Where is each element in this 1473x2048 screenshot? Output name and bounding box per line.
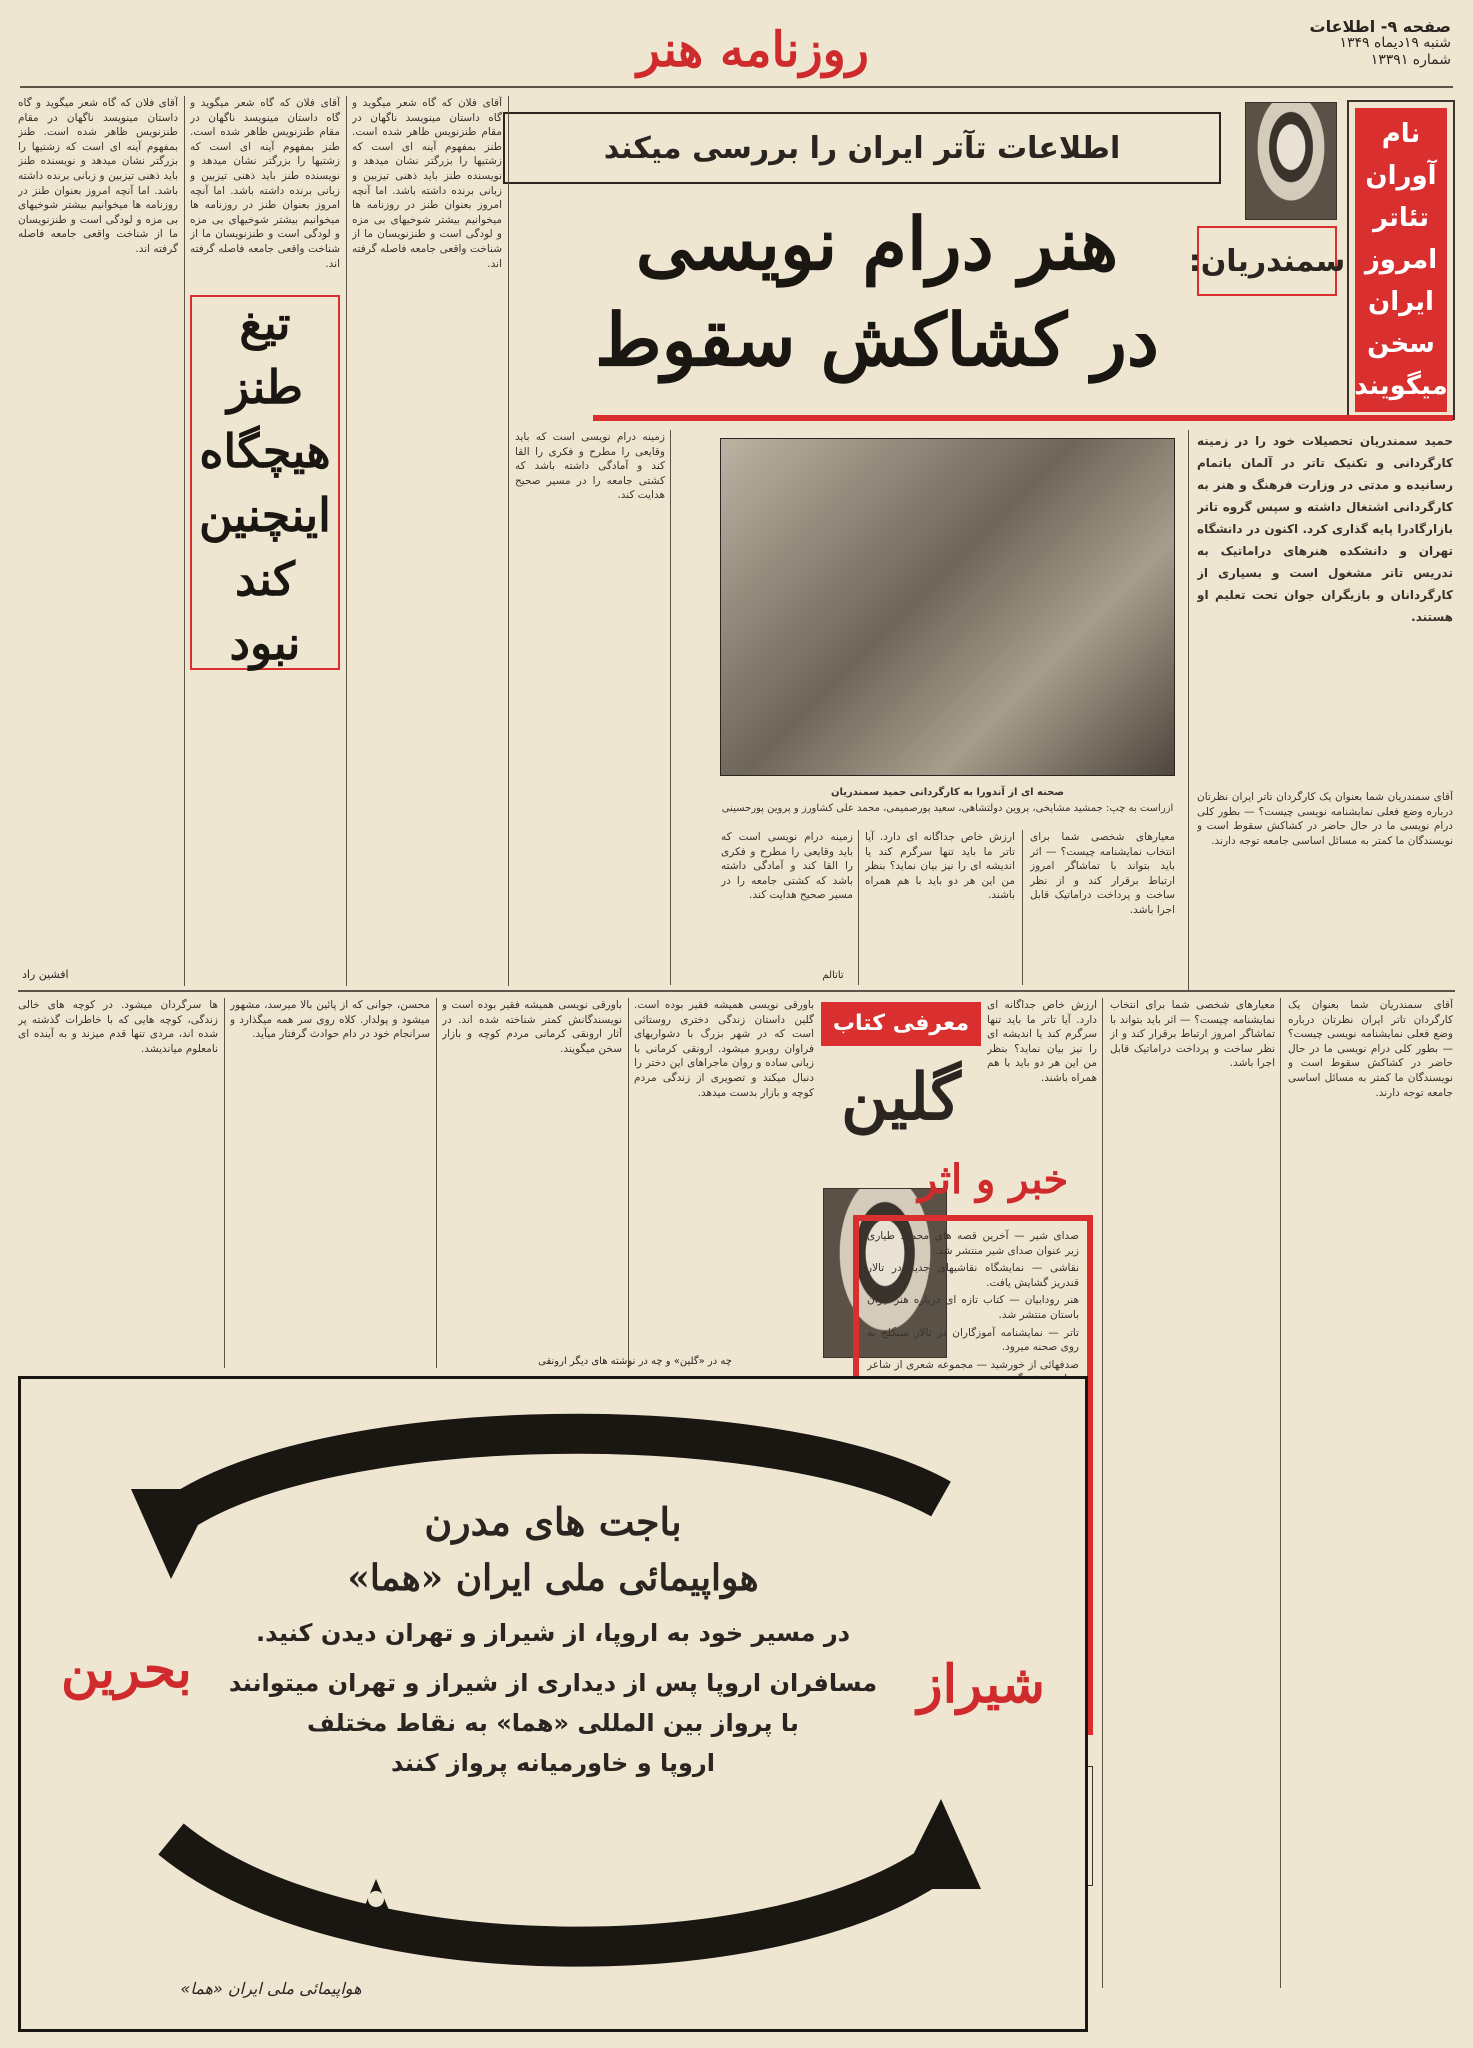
news-item: نقاشی — نمایشگاه نقاشیهای جدید در تالار قندریز گشایش یافت. xyxy=(867,1262,1079,1289)
ad-line-1: در مسیر خود به اروپا، از شیراز و تهران دیدن کنید. xyxy=(255,1619,851,1647)
kicker-box xyxy=(503,112,1221,184)
ad-arrow-head-right xyxy=(896,1799,981,1889)
ad-line-4: اروپا و خاورمیانه پرواز کنند xyxy=(391,1749,715,1777)
lead-headline xyxy=(577,196,1177,388)
divider xyxy=(1022,830,1023,985)
satire-headline: تیغ طنز هیچگاه اینچنین کند نبود xyxy=(199,295,331,670)
news-item: صدای شیر — آخرین قصه های محمود طیاری زیر عنوان صدای شیر منتشر شد. xyxy=(867,1230,1079,1257)
kicker-text: اطلاعات تآتر ایران را بررسی میکند xyxy=(603,130,1121,166)
side-box-title: نام آوران تئاتر امروز ایران سخن میگویند xyxy=(1354,119,1448,401)
lead-footer-label: تاتالم xyxy=(822,970,844,981)
lower-col-3: باورقی نویسی همیشه فقیر بوده است و نویسندگانش کمتر شناخته شده اند. در آثار ارونقی کرمانی مردم کوچه و بازار سخن میگویند. xyxy=(442,999,622,1055)
divider xyxy=(1280,998,1281,1988)
photo-credits: ازراست به چپ: جمشید مشایخی، پروین دولتشاهی، سعید پورصمیمی، محمد علی کشاورز و پروین پورحسینی xyxy=(721,803,1174,814)
ad-line-3: با پرواز بین المللی «هما» به نقاط مختلف xyxy=(307,1709,799,1737)
homa-logo-icon xyxy=(341,1869,411,1949)
satire-signature: افشین راد xyxy=(22,968,69,981)
ad-logo-text: هواپیمائی ملی ایران «هما» xyxy=(180,1979,362,1998)
andora-stage-photo xyxy=(720,438,1175,776)
photo-caption: صحنه ای از آندورا به کارگردانی حمید سمندریان xyxy=(830,787,1065,798)
right-lower-col-2: معیارهای شخصی شما برای انتخاب نمایشنامه چیست؟ — اثر باید بتواند با تماشاگر امروز ارتباط برقرار کند و از نظر ساخت و پرداخت دراماتیک قابل اجرا باشد. xyxy=(1110,999,1275,1070)
mid-page-rule xyxy=(18,990,1455,992)
news-item: هنر رودابیان — کتاب تازه ای درباره هنر ایران باستان منتشر شد. xyxy=(867,1294,1079,1321)
masthead-date-block xyxy=(1301,18,1451,69)
news-item: تاتر — نمایشنامه آموزگاران در تالار سنگلج به روی صحنه میرود. xyxy=(867,1326,1079,1354)
page-info: صفحه ۹- اطلاعات xyxy=(1309,18,1451,36)
satire-col-3: آقای فلان که گاه شعر میگوید و گاه داستان مینویسد ناگهان در مقام طنزنویس ظاهر شده است. طنز بمفهوم آینه ای است که زشتیها را بزرگتر نشان میدهد و نویسنده طنز باید ذهنی تیزبین و زبانی برنده داشته باشد. اما آنچه امروز بعنوان طنز در روزنامه ها میخوانیم بیشتر شوخیهای بی مزه و لودگی است و طنزنویسان ما از شناخت واقعی جامعه فاصله گرفته اند. xyxy=(352,97,502,270)
divider xyxy=(436,998,437,1368)
divider xyxy=(670,430,671,985)
book-review-text: باورقی نویسی همیشه فقیر بوده است. گلین داستان زندگی دختری روستائی است که در شهر بزرگ با دشواریهای فراوان روبرو میشود. ارونقی کرمانی با زبانی ساده و روان ماجراهای این دختر را دنبال میکند و تصویری از زندگی مردم کوچه و بازار بدست میدهد. xyxy=(634,999,814,1099)
side-box xyxy=(1347,100,1455,420)
section-title: روزنامه هنر xyxy=(637,22,869,78)
headline-red-rule xyxy=(593,415,1453,421)
lead-col-far-left: زمینه درام نویسی است که باید وقایعی را مطرح و فکری را القا کند و آمادگی داشته باشد که کشتی جامعه را در مسیر صحیح هدایت کند. xyxy=(515,431,665,502)
divider xyxy=(858,830,859,985)
headline-line-1: هنر درام نویسی xyxy=(635,201,1119,286)
speaker-box xyxy=(1188,226,1346,296)
book-title: گلین xyxy=(841,1060,961,1135)
lead-col-mid: معیارهای شخصی شما برای انتخاب نمایشنامه چیست؟ — اثر باید بتواند با تماشاگر امروز ارتباط برقرار کند و از نظر ساخت و پرداخت دراماتیک قابل اجرا باشد. xyxy=(1030,831,1175,916)
issue-date: شنبه ۱۹دیماه ۱۳۴۹ xyxy=(1339,35,1451,51)
homa-ad xyxy=(18,1376,1088,2032)
divider xyxy=(508,96,509,986)
divider xyxy=(184,96,185,986)
divider xyxy=(346,96,347,986)
book-footer: چه در «گلین» و چه در نوشته های دیگر ارونقی xyxy=(538,1356,732,1367)
headline-line-2: در کشاکش سقوط xyxy=(594,297,1159,382)
lower-col-2: محسن، جوانی که از پائین بالا میرسد، مشهور میشود و پولدار. کلاه روی سر همه میگذارد و سرانجام خود در دام حوادث گرفتار میآید. xyxy=(230,999,430,1041)
ad-line-2: مسافران اروپا پس از دیداری از شیراز و تهران میتوانند xyxy=(228,1669,878,1697)
divider xyxy=(1102,998,1103,1988)
ad-swoosh-bottom xyxy=(171,1839,941,1947)
book-review-label: معرفی کتاب xyxy=(821,1002,981,1046)
news-title: خبر و اثر xyxy=(917,1156,1069,1203)
lead-col-right: آقای سمندریان شما بعنوان یک کارگردان تاتر ایران نظرتان درباره وضع فعلی نمایشنامه نویسی چیست؟ — بطور کلی درام نویسی ما در حال حاضر در کشاکش سقوط است و نویسندگان ما کمتر به مسائل اساسی جامعه توجه دارند. xyxy=(1197,791,1453,847)
speaker-name: سمندریان: xyxy=(1188,243,1346,279)
news-item: صدفهائی از خورشید — مجموعه شعری از شاعر xyxy=(867,1358,1079,1371)
ad-city-right: شیراز xyxy=(917,1654,1045,1715)
divider xyxy=(224,998,225,1368)
ad-airline: هواپیمائی ملی ایران «هما» xyxy=(347,1557,759,1599)
satire-col-2: آقای فلان که گاه شعر میگوید و گاه داستان مینویسد ناگهان در مقام طنزنویس ظاهر شده است. طنز بمفهوم آینه ای است که زشتیها را بزرگتر نشان میدهد و نویسنده طنز باید ذهنی تیزبین و زبانی برنده داشته باشد. اما آنچه امروز بعنوان طنز در روزنامه ها میخوانیم بیشتر شوخیهای بی مزه و لودگی است و طنزنویسان ما از شناخت واقعی جامعه فاصله گرفته اند. xyxy=(190,97,340,270)
lower-col-1: ها سرگردان میشود. در کوچه های خالی زندگی، کوچه هایی که با خاطرات گذشته پر شده اند، مردی تنها قدم میزند و به آینده ای نامعلوم میاندیشد. xyxy=(18,999,218,1055)
ad-title: باجت های مدرن xyxy=(424,1499,682,1544)
lead-col-left: ارزش خاص جداگانه ای دارد. آیا تاتر ما باید تنها سرگرم کند یا اندیشه ای را نیز بیان نماید؟ بنظر من این هر دو باید با هم همراه باشند. xyxy=(865,831,1015,902)
side-box-inner xyxy=(1355,108,1447,412)
divider xyxy=(1188,430,1189,990)
samandarian-portrait xyxy=(1245,102,1337,220)
lead-col-left-2: زمینه درام نویسی است که باید وقایعی را مطرح و فکری را القا کند و آمادگی داشته باشد که کشتی جامعه را در مسیر صحیح هدایت کند. xyxy=(721,831,853,902)
issue-number: شماره ۱۳۳۹۱ xyxy=(1370,52,1451,68)
satire-headline-box xyxy=(190,295,340,670)
right-lower-col-3: ارزش خاص جداگانه ای دارد. آیا تاتر ما باید تنها سرگرم کند یا اندیشه ای را نیز بیان نماید؟ بنظر من این هر دو باید با هم همراه باشند. xyxy=(987,999,1097,1084)
lead-intro: حمید سمندریان تحصیلات خود را در زمینه کارگردانی و تکنیک تاتر در آلمان باتمام رسانیده و مدتی در وزارت فرهنگ و هنر به کارگردانی اشتغال داشته و سپس گروه تاتر بازارگادرا پایه گذاری کرد. اکنون در دانشگاه تهران و دانشکده هنرهای دراماتیک به تدریس تاتر مشغول است و بسیاری از کارگردانان و بازیگران جوان تحت تعلیم او هستند. xyxy=(1197,434,1453,624)
right-lower-col-1: آقای سمندریان شما بعنوان یک کارگردان تاتر ایران نظرتان درباره وضع فعلی نمایشنامه نویسی چیست؟ — بطور کلی درام نویسی ما در حال حاضر در کشاکش سقوط است و نویسندگان ما کمتر به مسائل اساسی جامعه توجه دارند. xyxy=(1288,999,1453,1099)
ad-city-left: بحرین xyxy=(61,1639,192,1700)
masthead-rule xyxy=(20,86,1453,88)
divider xyxy=(628,998,629,1368)
satire-col-1: آقای فلان که گاه شعر میگوید و گاه داستان مینویسد ناگهان در مقام طنزنویس ظاهر شده است. طنز بمفهوم آینه ای است که زشتیها را بزرگتر نشان میدهد و نویسنده طنز باید ذهنی تیزبین و زبانی برنده داشته باشد. اما آنچه امروز بعنوان طنز در روزنامه ها میخوانیم بیشتر شوخیهای بی مزه و لودگی است و طنزنویسان ما از شناخت واقعی جامعه فاصله گرفته اند. xyxy=(18,97,178,255)
